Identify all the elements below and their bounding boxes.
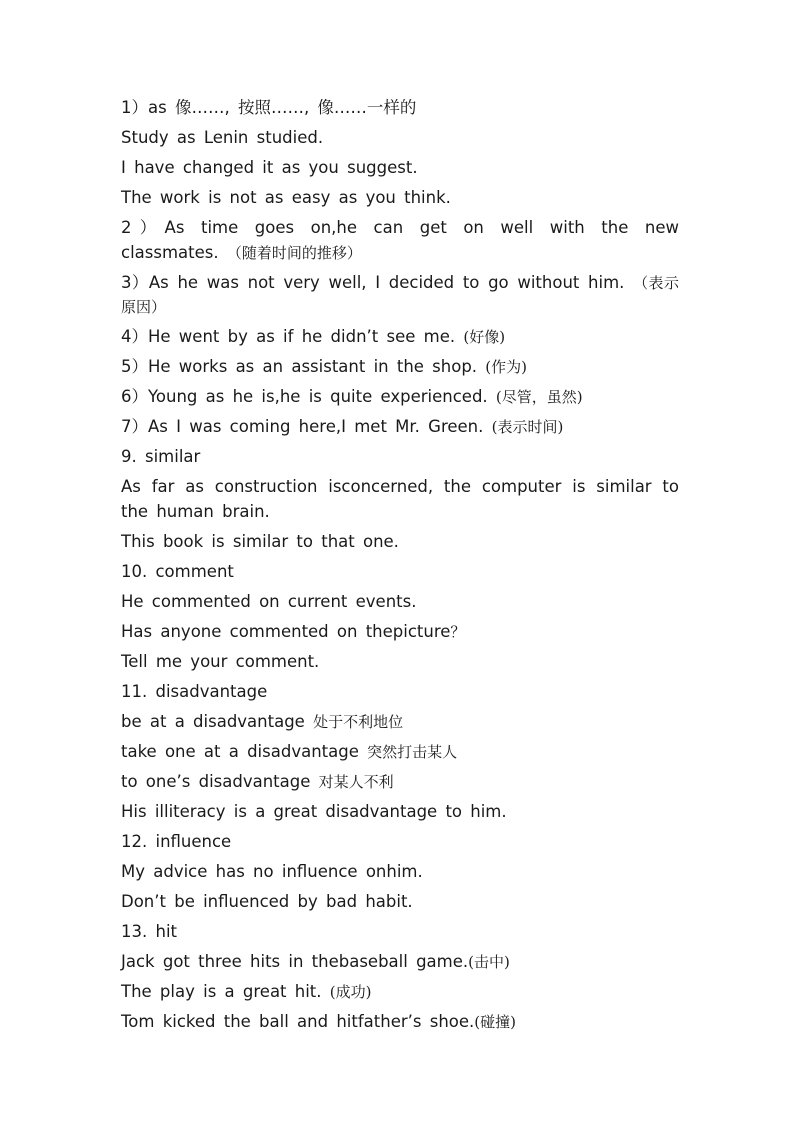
- doc-line: Tom kicked the ball and hitfather’s shoe.(碰撞): [121, 1011, 516, 1031]
- doc-line: be at a disadvantage 处于不利地位: [121, 711, 404, 731]
- doc-line: This book is similar to that one.: [121, 531, 399, 551]
- doc-line: 2）As time goes on,he can get on well with the new classmates. （随着时间的推移）: [121, 218, 679, 262]
- doc-line: 7）As I was coming here,I met Mr. Green. (表示时间): [121, 417, 564, 436]
- document-page: [121, 96, 679, 1040]
- doc-line: Study as Lenin studied.: [121, 128, 324, 147]
- doc-heading-similar: 9. similar: [121, 447, 201, 466]
- doc-line: 4）He went by as if he didn’t see me. (好像): [121, 327, 506, 346]
- doc-line: Don’t be influenced by bad habit.: [121, 891, 413, 911]
- doc-line: The play is a great hit. (成功): [121, 981, 372, 1001]
- doc-line-as-heading: 1）as 像……, 按照……, 像……一样的: [121, 98, 417, 117]
- doc-heading-hit: 13. hit: [121, 921, 177, 941]
- doc-line: 5）He works as an assistant in the shop. (作为): [121, 357, 528, 376]
- doc-line: take one at a disadvantage 突然打击某人: [121, 741, 458, 761]
- doc-line: Jack got three hits in thebaseball game.(击中): [121, 951, 510, 971]
- doc-line: He commented on current events.: [121, 591, 417, 611]
- doc-line: to one’s disadvantage 对某人不利: [121, 771, 394, 791]
- doc-line: As far as construction isconcerned, the computer is similar to the human brain.: [121, 477, 679, 521]
- doc-line: 6）Young as he is,he is quite experienced. (尽管，虽然): [121, 387, 583, 406]
- doc-line: His illiteracy is a great disadvantage to him.: [121, 801, 507, 821]
- doc-heading-influence: 12. influence: [121, 831, 232, 851]
- doc-line: Tell me your comment.: [121, 651, 320, 671]
- doc-line: I have changed it as you suggest.: [121, 158, 418, 177]
- doc-line: The work is not as easy as you think.: [121, 188, 451, 207]
- doc-line: 3）As he was not very well, I decided to go without him. （表示原因）: [121, 272, 679, 316]
- doc-line: Has anyone commented on thepicture？: [121, 621, 466, 641]
- doc-heading-comment: 10. comment: [121, 561, 234, 581]
- doc-heading-disadvantage: 11. disadvantage: [121, 681, 268, 701]
- doc-line: My advice has no influence onhim.: [121, 861, 423, 881]
